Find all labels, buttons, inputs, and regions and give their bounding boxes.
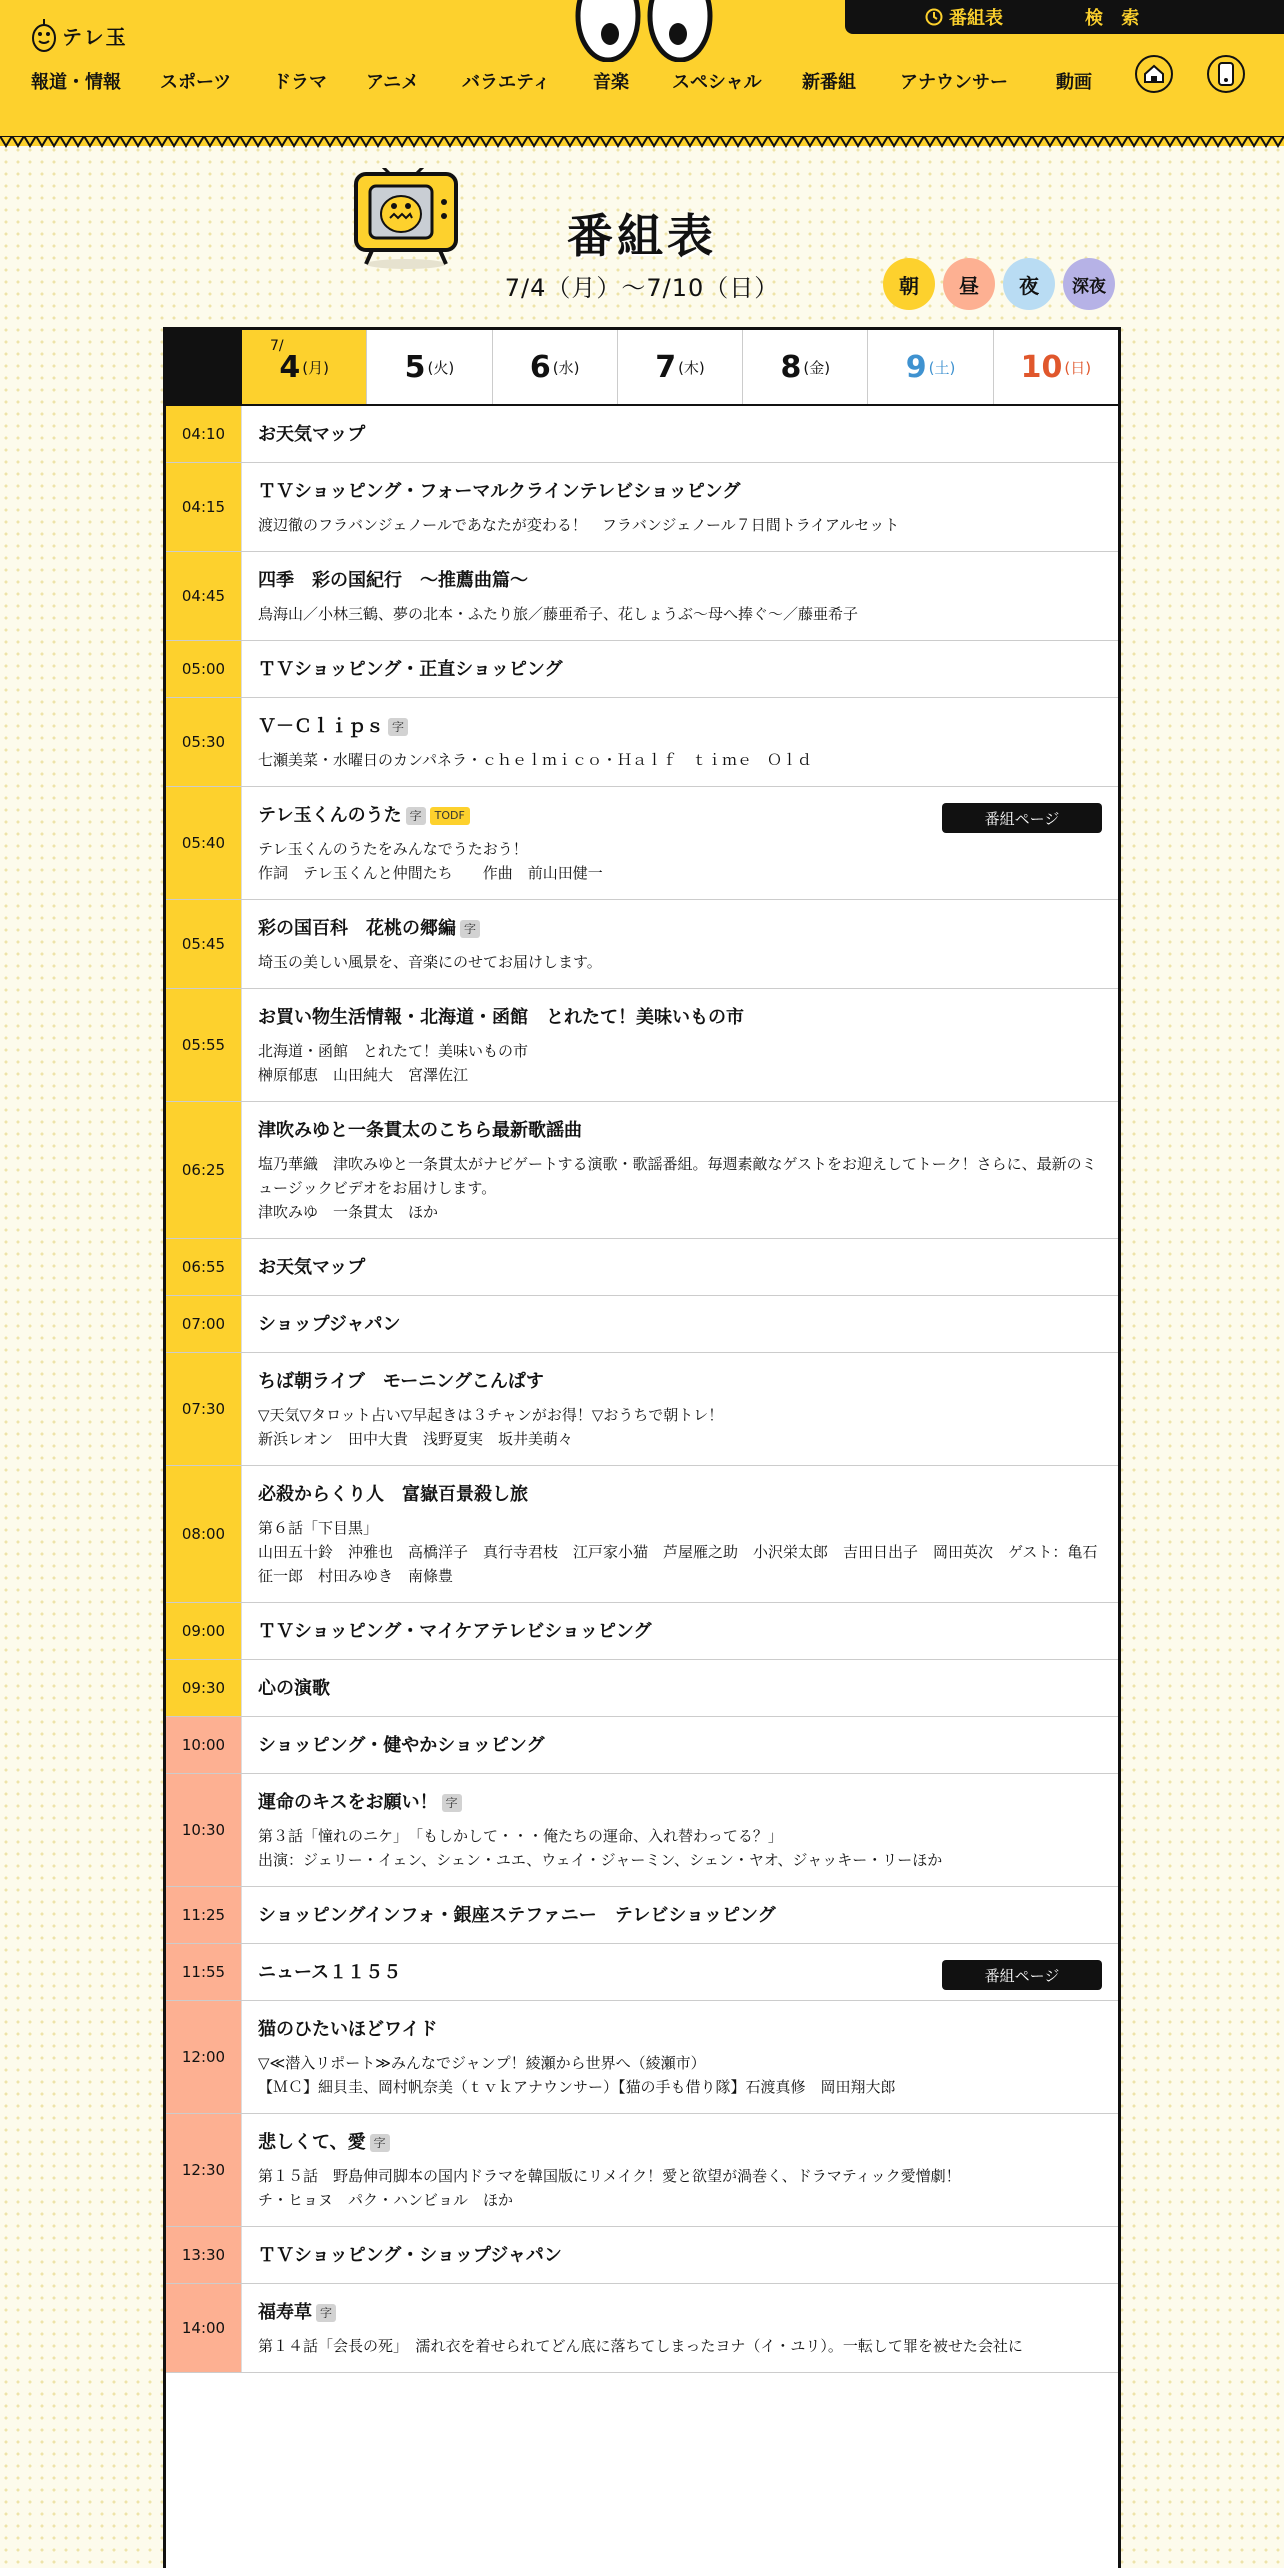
program-time: 07:30 bbox=[166, 1353, 242, 1465]
shop-icon bbox=[1134, 52, 1174, 96]
program-title[interactable]: 彩の国百科 花桃の郷編 bbox=[258, 918, 456, 939]
program-row bbox=[166, 900, 1118, 989]
program-title[interactable]: 四季 彩の国紀行 ～推薦曲篇～ bbox=[258, 570, 528, 591]
program-description: 渡辺徹のフラバンジェノールであなたが変わる！ フラバンジェノール７日間トライアルセット bbox=[258, 516, 900, 534]
day-tabs-corner bbox=[166, 330, 242, 404]
program-row bbox=[166, 2284, 1118, 2373]
program-cell bbox=[242, 2227, 1118, 2283]
logo-text: テレ玉 bbox=[62, 24, 128, 49]
period-button-0[interactable]: 朝 bbox=[883, 258, 935, 310]
program-time: 11:25 bbox=[166, 1887, 242, 1943]
program-row bbox=[166, 641, 1118, 698]
program-title[interactable]: ＴＶショッピング・マイケアテレビショッピング bbox=[258, 1621, 652, 1642]
day-number: 10 bbox=[1020, 349, 1063, 385]
program-title[interactable]: ＴＶショッピング・正直ショッピング bbox=[258, 659, 563, 680]
nav-variety[interactable]: バラエティ bbox=[462, 72, 551, 93]
program-time: 05:40 bbox=[166, 787, 242, 899]
program-title-line bbox=[258, 1733, 1102, 1759]
program-description: 北海道・函館 とれたて！美味いもの市 榊原郁恵 山田純大 宮澤佐江 bbox=[258, 1042, 529, 1084]
program-time: 09:30 bbox=[166, 1660, 242, 1716]
day-tab-5[interactable] bbox=[367, 330, 492, 404]
program-title[interactable]: 津吹みゆと一条貫太のこちら最新歌謡曲 bbox=[258, 1120, 582, 1141]
day-weekday: (月) bbox=[302, 358, 329, 377]
day-weekday: (金) bbox=[803, 358, 831, 377]
program-description: 第３話「憧れのニケ」 「もしかして・・・俺たちの運命、入れ替わってる？」 出演：ジェリー・イェン、シェン・ユエ、ウェイ・ジャーミン、シェン・ヤオ、ジャッキー・リーほか bbox=[258, 1827, 943, 1869]
nav-anime[interactable]: アニメ bbox=[366, 72, 420, 93]
program-description: 埼玉の美しい風景を、音楽にのせてお届けします。 bbox=[258, 953, 602, 971]
nav-videos[interactable]: 動画 bbox=[1056, 72, 1092, 93]
program-title-line bbox=[258, 1312, 1102, 1338]
program-title[interactable]: 心の演歌 bbox=[258, 1678, 330, 1699]
program-cell bbox=[242, 1717, 1118, 1773]
program-description: 七瀬美菜・水曜日のカンパネラ・ｃｈｅｌｍｉｃｏ・Ｈａｌｆ ｔｉｍｅ Ｏｌｄ bbox=[258, 751, 812, 769]
program-time: 06:25 bbox=[166, 1102, 242, 1238]
program-time: 12:30 bbox=[166, 2114, 242, 2226]
program-time: 09:00 bbox=[166, 1603, 242, 1659]
program-cell bbox=[242, 552, 1118, 640]
program-page-button[interactable]: 番組ページ bbox=[942, 1960, 1102, 1990]
program-cell bbox=[242, 463, 1118, 551]
program-description: 第１５話 野島伸司脚本の国内ドラマを韓国版にリメイク！愛と欲望が渦巻く、ドラマティック愛憎劇！ チ・ヒョヌ パク・ハンビョル ほか bbox=[258, 2167, 961, 2209]
program-cell bbox=[242, 989, 1118, 1101]
program-title[interactable]: お買い物生活情報・北海道・函館 とれたて！美味いもの市 bbox=[258, 1007, 744, 1028]
program-title-line bbox=[258, 1790, 1102, 1816]
site-header bbox=[0, 0, 1284, 146]
day-tab-4[interactable] bbox=[242, 330, 367, 404]
program-title[interactable]: 運命のキスをお願い！ bbox=[258, 1792, 438, 1813]
program-row bbox=[166, 698, 1118, 787]
subtitle-badge: 字 bbox=[316, 2304, 336, 2322]
program-row bbox=[166, 2001, 1118, 2114]
day-tab-7[interactable] bbox=[618, 330, 743, 404]
nav-new-programs[interactable]: 新番組 bbox=[802, 72, 856, 93]
day-tab-10[interactable] bbox=[994, 330, 1118, 404]
nav-sports[interactable]: スポーツ bbox=[160, 72, 232, 93]
schedule-link-label: 番組表 bbox=[949, 8, 1003, 29]
program-cell bbox=[242, 1660, 1118, 1716]
program-title[interactable]: ショッピングインフォ・銀座ステファニー テレビショッピング bbox=[258, 1905, 776, 1926]
day-number: 9 bbox=[905, 349, 927, 385]
program-time: 14:00 bbox=[166, 2284, 242, 2372]
program-title-line bbox=[258, 479, 1102, 505]
day-month: 7/ bbox=[270, 338, 284, 354]
program-title[interactable]: ニュース１１５５ bbox=[258, 1962, 402, 1983]
day-number: 7 bbox=[655, 349, 677, 385]
program-time: 06:55 bbox=[166, 1239, 242, 1295]
program-title[interactable]: ショッピング・健やかショッピング bbox=[258, 1735, 545, 1756]
program-cell bbox=[242, 2284, 1118, 2372]
program-time: 08:00 bbox=[166, 1466, 242, 1602]
program-row bbox=[166, 2114, 1118, 2227]
program-title[interactable]: ＴＶショッピング・ショップジャパン bbox=[258, 2245, 562, 2266]
pass-icon bbox=[1206, 52, 1246, 96]
nav-special[interactable]: スペシャル bbox=[672, 72, 762, 93]
program-time: 05:30 bbox=[166, 698, 242, 786]
program-row bbox=[166, 463, 1118, 552]
nav-announcers[interactable]: アナウンサー bbox=[900, 72, 1008, 93]
program-row bbox=[166, 1239, 1118, 1296]
program-page-button[interactable]: 番組ページ bbox=[942, 803, 1102, 833]
site-logo[interactable] bbox=[30, 16, 128, 54]
page-title: 番組表 bbox=[567, 209, 717, 263]
day-weekday: (木) bbox=[678, 358, 705, 377]
mascot-eyes-icon bbox=[568, 0, 718, 62]
program-cell bbox=[242, 1466, 1118, 1602]
program-time: 04:15 bbox=[166, 463, 242, 551]
day-number: 5 bbox=[404, 349, 426, 385]
program-cell bbox=[242, 2001, 1118, 2113]
program-cell bbox=[242, 1887, 1118, 1943]
program-title[interactable]: お天気マップ bbox=[258, 1257, 366, 1278]
period-button-3[interactable]: 深夜 bbox=[1063, 258, 1115, 310]
program-cell bbox=[242, 787, 1118, 899]
program-row bbox=[166, 1102, 1118, 1239]
program-title[interactable]: お天気マップ bbox=[258, 424, 366, 445]
program-row bbox=[166, 1717, 1118, 1774]
day-number: 6 bbox=[529, 349, 551, 385]
program-row bbox=[166, 2227, 1118, 2284]
program-cell bbox=[242, 1603, 1118, 1659]
program-cell bbox=[242, 1239, 1118, 1295]
subtitle-badge: 字 bbox=[460, 920, 480, 938]
mascot-logo-icon bbox=[30, 16, 58, 54]
program-title[interactable]: ショップジャパン bbox=[258, 1314, 401, 1335]
program-row bbox=[166, 787, 1118, 900]
program-row bbox=[166, 1887, 1118, 1944]
program-title-line bbox=[258, 2243, 1102, 2269]
program-time: 11:55 bbox=[166, 1944, 242, 2000]
program-title-line bbox=[258, 1619, 1102, 1645]
program-row bbox=[166, 1466, 1118, 1603]
program-row bbox=[166, 1296, 1118, 1353]
tele-tama-shop-link[interactable] bbox=[1134, 52, 1174, 96]
day-tabs bbox=[166, 330, 1118, 406]
program-title-line bbox=[258, 714, 1102, 740]
program-title[interactable]: ＴＶショッピング・フォーマルクラインテレビショッピング bbox=[258, 481, 741, 502]
program-title-line bbox=[258, 657, 1102, 683]
program-cell bbox=[242, 641, 1118, 697]
clock-icon bbox=[925, 8, 943, 26]
program-title[interactable]: 福寿草 bbox=[258, 2302, 312, 2323]
program-title[interactable]: Ｖ－Ｃｌｉｐｓ bbox=[258, 716, 384, 737]
program-time: 12:00 bbox=[166, 2001, 242, 2113]
header-zigzag bbox=[0, 136, 1284, 154]
program-list bbox=[166, 406, 1118, 2373]
program-title-line bbox=[258, 1903, 1102, 1929]
program-time: 07:00 bbox=[166, 1296, 242, 1352]
program-description: ▽天気▽タロット占い▽早起きは３チャンがお得！▽おうちで朝トレ！ 新浜レオン 田中大貴 浅野夏実 坂井美萌々 bbox=[258, 1406, 724, 1448]
program-cell bbox=[242, 1102, 1118, 1238]
day-tab-6[interactable] bbox=[493, 330, 618, 404]
subtitle-badge: 字 bbox=[388, 718, 408, 736]
program-row bbox=[166, 1660, 1118, 1717]
program-title-line bbox=[258, 1676, 1102, 1702]
subtitle-badge: 字 bbox=[370, 2134, 390, 2152]
program-description: 第１４話「会長の死」 濡れ衣を着せられてどん底に落ちてしまったヨナ（イ・ユリ）。一転して罪を被せた会社に bbox=[258, 2337, 1023, 2355]
schedule-table bbox=[163, 327, 1121, 2568]
program-description: テレ玉くんのうたをみんなでうたおう！ 作詞 テレ玉くんと仲間たち 作曲 前山田健一 bbox=[258, 840, 603, 882]
top-bar bbox=[845, 0, 1284, 34]
search-link[interactable]: 検 索 bbox=[1085, 8, 1146, 29]
program-cell bbox=[242, 1296, 1118, 1352]
program-title[interactable]: テレ玉くんのうた bbox=[258, 805, 402, 826]
day-weekday: (日) bbox=[1064, 358, 1092, 377]
program-cell bbox=[242, 406, 1118, 462]
program-title-line bbox=[258, 1482, 1102, 1508]
period-button-2[interactable]: 夜 bbox=[1003, 258, 1055, 310]
program-cell bbox=[242, 2114, 1118, 2226]
program-title-line bbox=[258, 2300, 1102, 2326]
program-title-line bbox=[258, 2017, 1102, 2043]
program-row bbox=[166, 1353, 1118, 1466]
program-time: 04:10 bbox=[166, 406, 242, 462]
period-button-1[interactable]: 昼 bbox=[943, 258, 995, 310]
day-weekday: (火) bbox=[427, 358, 455, 377]
subtitle-badge: 字 bbox=[442, 1794, 462, 1812]
program-time: 10:00 bbox=[166, 1717, 242, 1773]
program-cell bbox=[242, 1944, 1118, 2000]
program-title-line bbox=[258, 568, 1102, 594]
program-title[interactable]: 猫のひたいほどワイド bbox=[258, 2019, 438, 2040]
program-row bbox=[166, 1774, 1118, 1887]
day-tab-8[interactable] bbox=[743, 330, 868, 404]
program-row bbox=[166, 989, 1118, 1102]
program-title[interactable]: ちば朝ライブ モーニングこんぱす bbox=[258, 1371, 544, 1392]
day-tab-9[interactable] bbox=[868, 330, 993, 404]
program-row bbox=[166, 406, 1118, 463]
program-description: 第６話「下目黒」 山田五十鈴 沖雅也 高橋洋子 真行寺君枝 江戸家小猫 芦屋雁之助 小沢栄太郎 吉田日出子 岡田英次 ゲスト：亀石征一郎 村田みゆき 南條豊 bbox=[258, 1519, 1098, 1585]
day-weekday: (水) bbox=[552, 358, 580, 377]
program-title-line bbox=[258, 1369, 1102, 1395]
tele-tama-pass-link[interactable] bbox=[1206, 52, 1246, 96]
program-cell bbox=[242, 1774, 1118, 1886]
nav-news[interactable]: 報道・情報 bbox=[31, 72, 121, 93]
nav-music[interactable]: 音楽 bbox=[593, 72, 629, 93]
program-time: 05:55 bbox=[166, 989, 242, 1101]
date-range: 7/4（月）〜7/10（日） bbox=[504, 274, 780, 302]
program-cell bbox=[242, 1353, 1118, 1465]
program-time: 05:45 bbox=[166, 900, 242, 988]
program-title-line bbox=[258, 1255, 1102, 1281]
program-time: 04:45 bbox=[166, 552, 242, 640]
schedule-link[interactable] bbox=[925, 4, 1003, 30]
program-description: 鳥海山／小林三鶴、夢の北本・ふたり旅／藤亜希子、花しょうぶ～母へ捧ぐ～／藤亜希子 bbox=[258, 605, 859, 623]
tv-mascot-icon bbox=[350, 168, 462, 270]
program-title[interactable]: 悲しくて、愛 bbox=[258, 2132, 366, 2153]
todf-badge: TODF bbox=[430, 807, 470, 825]
program-title-line bbox=[258, 422, 1102, 448]
program-title-line bbox=[258, 1118, 1102, 1144]
program-cell bbox=[242, 698, 1118, 786]
program-row bbox=[166, 552, 1118, 641]
subtitle-badge: 字 bbox=[406, 807, 426, 825]
program-title-line bbox=[258, 2130, 1102, 2156]
program-title-line bbox=[258, 1005, 1102, 1031]
program-cell bbox=[242, 900, 1118, 988]
program-row bbox=[166, 1944, 1118, 2001]
program-time: 05:00 bbox=[166, 641, 242, 697]
program-title[interactable]: 必殺からくり人 富嶽百景殺し旅 bbox=[258, 1484, 528, 1505]
day-number: 4 bbox=[279, 349, 301, 385]
program-description: 塩乃華織 津吹みゆと一条貫太がナビゲートする演歌・歌謡番組。毎週素敵なゲストをお迎えしてトーク！さらに、最新のミュージックビデオをお届けします。 津吹みゆ 一条貫太 ほか bbox=[258, 1155, 1097, 1221]
day-weekday: (土) bbox=[928, 358, 956, 377]
program-row bbox=[166, 1603, 1118, 1660]
nav-drama[interactable]: ドラマ bbox=[273, 72, 327, 93]
day-number: 8 bbox=[780, 349, 802, 385]
main-nav bbox=[0, 64, 1284, 98]
program-title-line bbox=[258, 916, 1102, 942]
program-time: 13:30 bbox=[166, 2227, 242, 2283]
period-filter bbox=[883, 258, 1115, 310]
program-description: ▽≪潜入リポート≫みんなでジャンプ！綾瀬から世界へ（綾瀬市） 【ＭＣ】細貝圭、岡村帆奈美（ｔｖｋアナウンサー）【猫の手も借り隊】石渡真修 岡田翔大郎 bbox=[258, 2054, 896, 2096]
program-time: 10:30 bbox=[166, 1774, 242, 1886]
